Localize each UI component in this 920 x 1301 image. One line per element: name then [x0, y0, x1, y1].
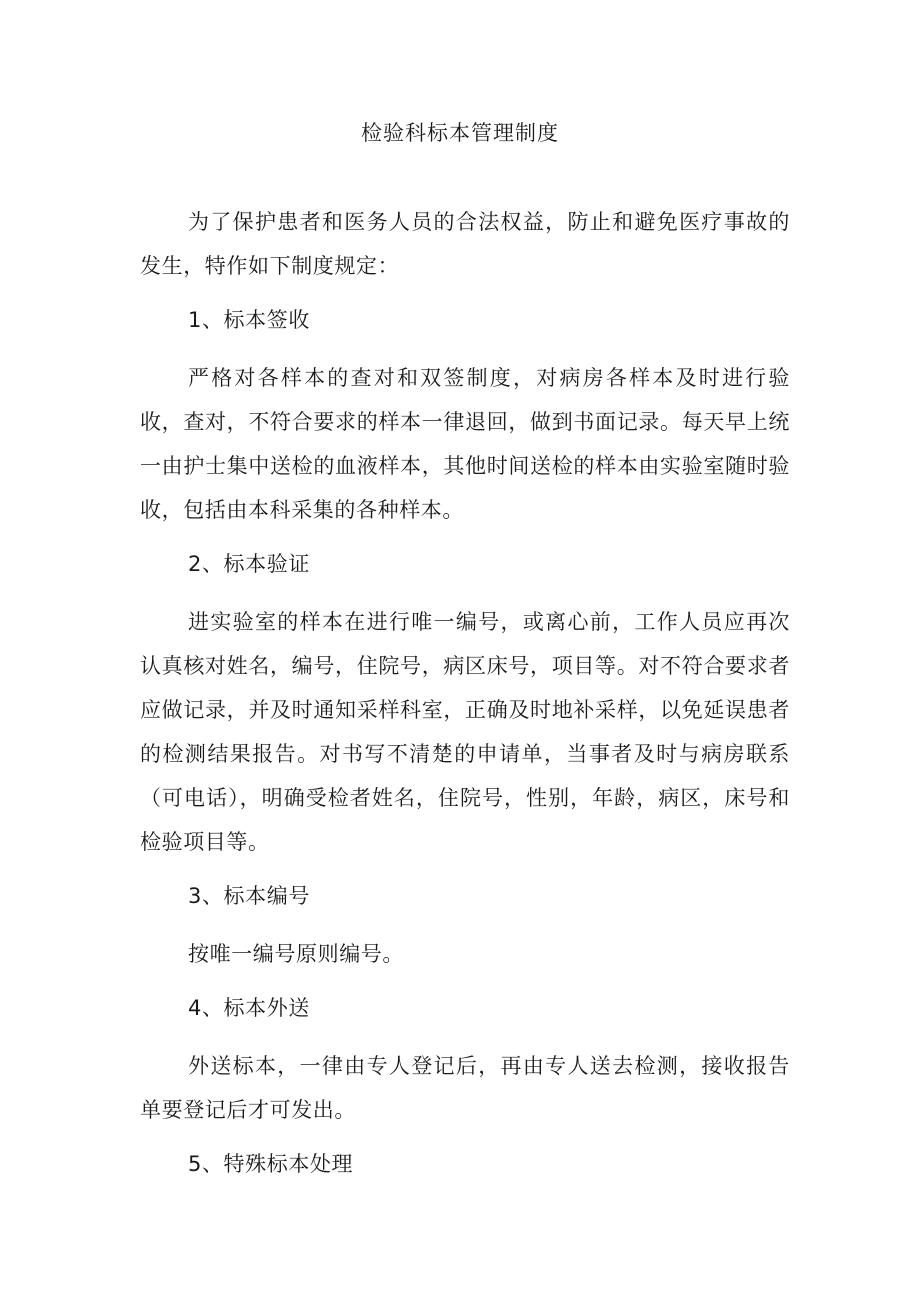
section-body-1: 严格对各样本的查对和双签制度，对病房各样本及时进行验收，查对，不符合要求的样本一律退回，做到书面记录。每天早上统一由护士集中送检的血液样本，其他时间送检的样本由实验室随时验收，包括由本科采集的各种样本。	[140, 366, 790, 522]
document-title: 检验科标本管理制度	[361, 121, 559, 145]
document-body	[140, 200, 790, 1186]
section-heading-4: 4、标本外送	[188, 996, 310, 1020]
section-heading-3: 3、标本编号	[188, 884, 310, 908]
section-heading-2: 2、标本验证	[188, 552, 310, 576]
section-heading-1: 1、标本签收	[188, 308, 310, 332]
section-heading-5: 5、特殊标本处理	[188, 1152, 354, 1176]
section-body-4: 外送标本，一律由专人登记后，再由专人送去检测，接收报告单要登记后才可发出。	[140, 1054, 790, 1122]
intro-paragraph: 为了保护患者和医务人员的合法权益，防止和避免医疗事故的发生，特作如下制度规定：	[140, 210, 790, 278]
section-body-2: 进实验室的样本在进行唯一编号，或离心前，工作人员应再次认真核对姓名，编号，住院号，病区床号，项目等。对不符合要求者应做记录，并及时通知采样科室，正确及时地补采样，以免延误患者的检测结果报告。对书写不清楚的申请单，当事者及时与病房联系（可电话），明确受检者姓名，住院号，性别，年龄，病区，床号和检验项目等。	[140, 610, 790, 854]
section-body-3: 按唯一编号原则编号。	[188, 942, 404, 966]
